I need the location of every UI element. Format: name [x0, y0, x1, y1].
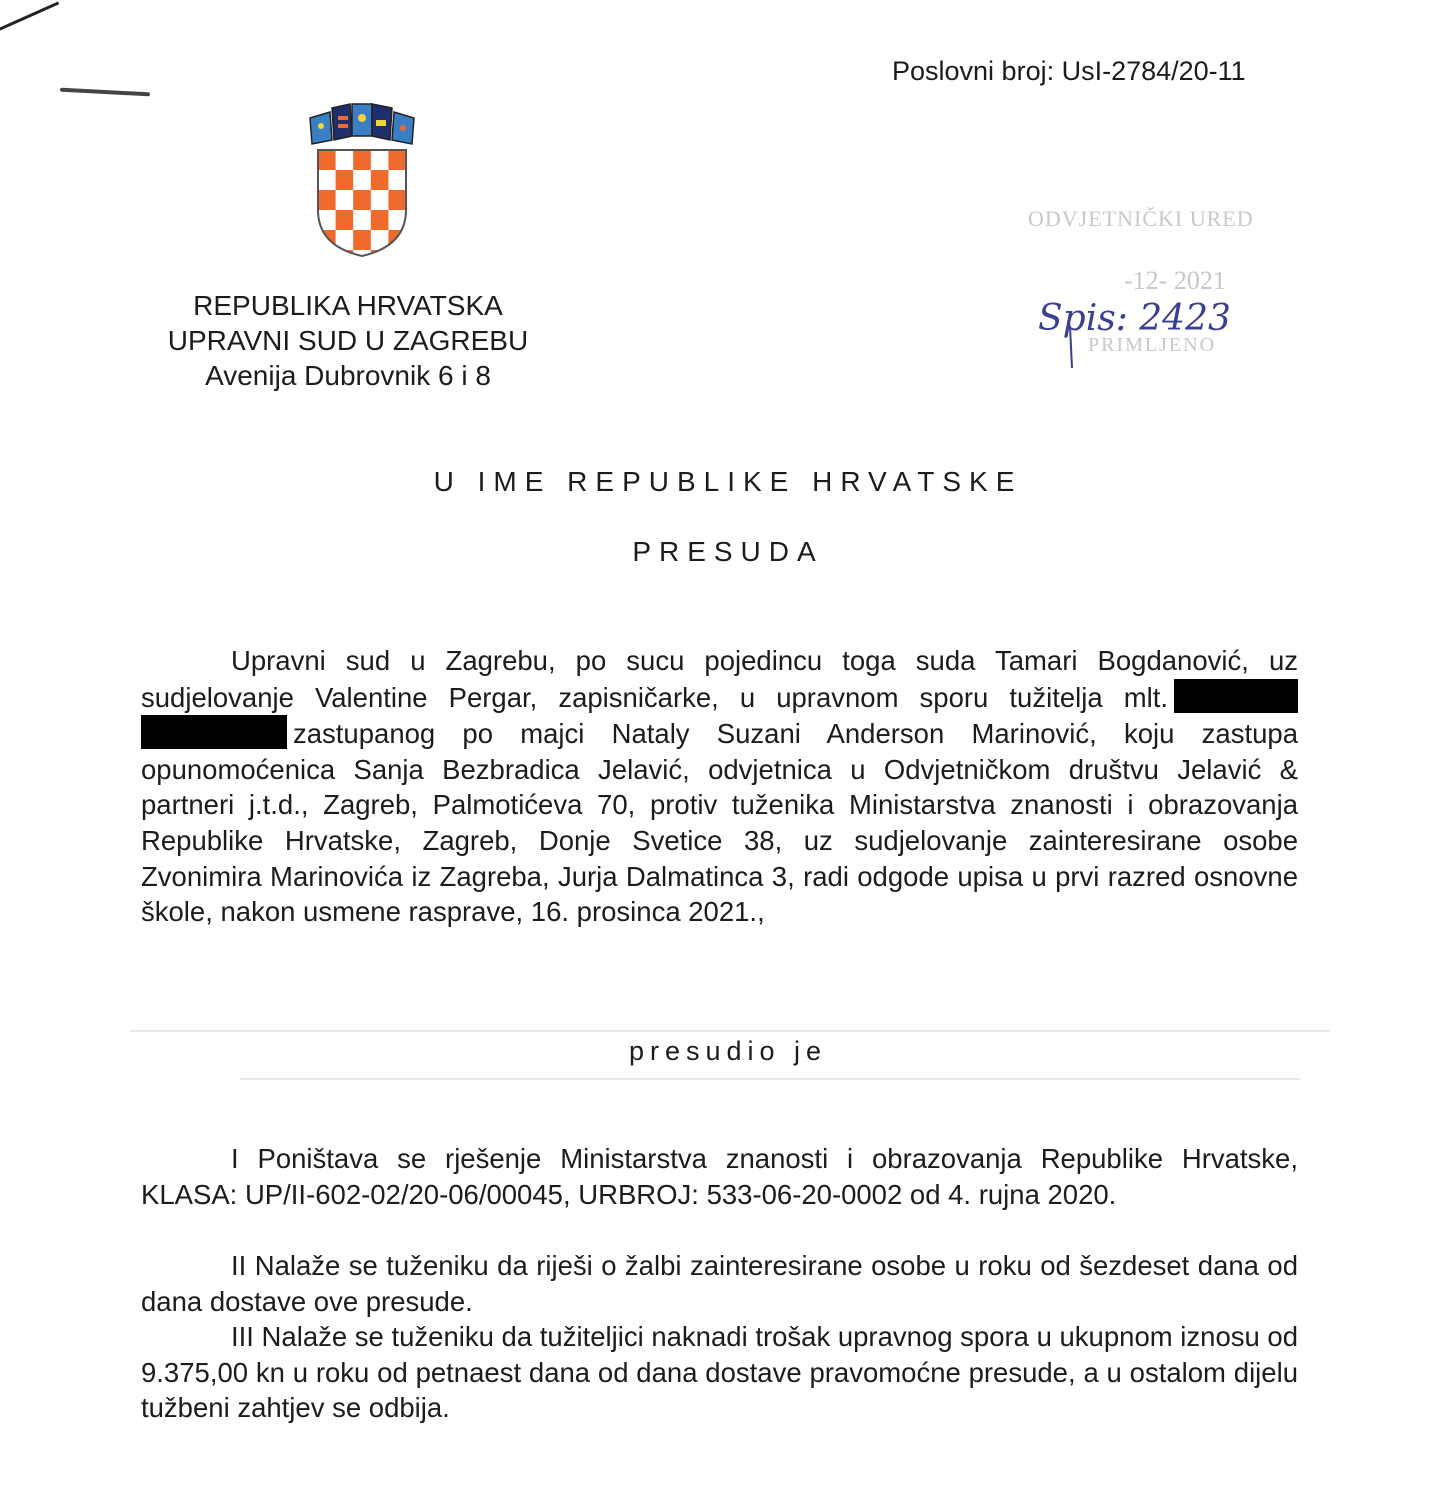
chequy-shield [318, 150, 406, 260]
ruling-item-3-text: III Nalaže se tuženiku da tužiteljici naknadi trošak upravnog spora u ukupnom iznosu od 9.375,00 kn u roku od petnaest dana od dana dostave pravomoćne presude, a u ostalom dijelu tužbeni zahtjev se odbija. [141, 1321, 1299, 1424]
croatian-coat-of-arms [300, 100, 424, 260]
court-address: Avenija Dubrovnik 6 i 8 [205, 360, 491, 391]
redaction-block [1174, 679, 1298, 713]
stamp-date: -12- 2021 [1124, 266, 1226, 295]
verdict-heading: PRESUDA [632, 536, 824, 567]
ruled-heading: presudio je [628, 1036, 828, 1066]
intro-text-part1: Upravni sud u Zagrebu, po sucu pojedincu toga suda Tamari Bogdanović, uz sudjelovanje Valentine Pergar, zapisničarke, u upravnom sporu tužitelja mlt. [141, 645, 1298, 713]
crown-icon [310, 104, 414, 144]
ruling-item-1 [141, 1141, 1298, 1212]
handwritten-file-number [1036, 290, 1276, 370]
ruling-item-2 [141, 1248, 1298, 1319]
stamp-office: ODVJETNIČKI URED [1028, 206, 1254, 231]
stamp-received: PRIMLJENO [1088, 334, 1217, 356]
ruling-item-3 [141, 1319, 1298, 1426]
country-name: REPUBLIKA HRVATSKA [193, 290, 503, 321]
ruling-item-1-text: I Poništava se rješenje Ministarstva znanosti i obrazovanja Republike Hrvatske, KLASA: UP/II-602-02/20-06/00045, URBROJ: 533-06-20-0002 od 4. rujna 2020. [141, 1143, 1298, 1210]
scan-artifact-line [0, 2, 59, 33]
court-name: UPRAVNI SUD U ZAGREBU [167, 325, 529, 356]
scan-artifact-line [240, 1078, 1300, 1080]
case-number: Poslovni broj: UsI-2784/20-11 [892, 56, 1246, 86]
scan-artifact-line [60, 88, 150, 97]
intro-paragraph [141, 643, 1298, 930]
intro-text-part2: zastupanog po majci Nataly Suzani Anderson Marinović, koju zastupa opunomoćenica Sanja Bezbradica Jelavić, odvjetnica u Odvjetničkom društvu Jelavić & partneri j.t.d., Zagreb, Palmotićeva 70, protiv tuženika Ministarstva znanosti i obrazovanja Republike Hrvatske, Zagreb, Donje Svetice 38, uz sudjelovanje zainteresirane osobe Zvonimira Marinovića iz Zagreba, Jurja Dalmatinca 3, radi odgode upisa u prvi razred osnovne škole, nakon usmene rasprave, 16. prosinca 2021., [141, 718, 1298, 928]
handwritten-text: Spis: 2423 [1038, 298, 1231, 339]
ruling-item-2-text: II Nalaže se tuženiku da riješi o žalbi zainteresirane osobe u roku od šezdeset dana od dana dostave ove presude. [141, 1250, 1298, 1317]
court-header [148, 288, 548, 393]
in-the-name-heading: U IME REPUBLIKE HRVATSKE [433, 466, 1023, 497]
redaction-block [141, 715, 287, 749]
scan-artifact-line [130, 1030, 1330, 1032]
